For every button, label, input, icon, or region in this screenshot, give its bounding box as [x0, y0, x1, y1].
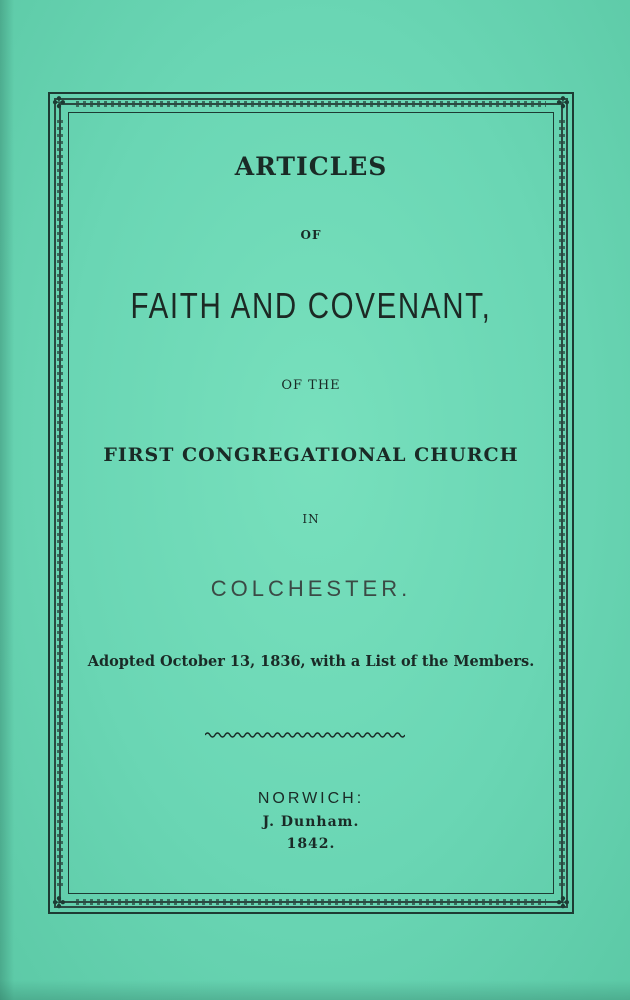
title-of: OF	[300, 228, 322, 242]
corner-ornament-icon: ✤	[556, 93, 570, 112]
ornament-strip-bottom	[76, 899, 546, 905]
title-church-name: FIRST CONGREGATIONAL CHURCH	[103, 444, 519, 466]
title-in: IN	[302, 512, 320, 526]
ornament-strip-left	[57, 120, 63, 886]
corner-ornament-icon: ✤	[52, 93, 66, 112]
bottom-shadow	[0, 980, 630, 1000]
ornament-strip-right	[559, 120, 565, 886]
title-faith-and-covenant: FAITH AND COVENANT,	[130, 285, 492, 326]
imprint-place: NORWICH:	[257, 790, 365, 807]
ornament-strip-top	[76, 101, 546, 107]
title-articles: ARTICLES	[234, 152, 388, 181]
imprint-publisher: J. Dunham.	[262, 814, 360, 830]
corner-ornament-icon: ✤	[556, 893, 570, 912]
imprint-year: 1842.	[286, 836, 336, 852]
subtitle-adopted: Adopted October 13, 1836, with a List of the Members.	[87, 653, 535, 670]
wavy-rule-divider	[205, 730, 405, 740]
title-place: COLCHESTER.	[210, 576, 412, 601]
spine-shadow	[0, 0, 14, 1000]
corner-ornament-icon: ✤	[52, 893, 66, 912]
title-of-the: OF THE	[281, 378, 341, 393]
